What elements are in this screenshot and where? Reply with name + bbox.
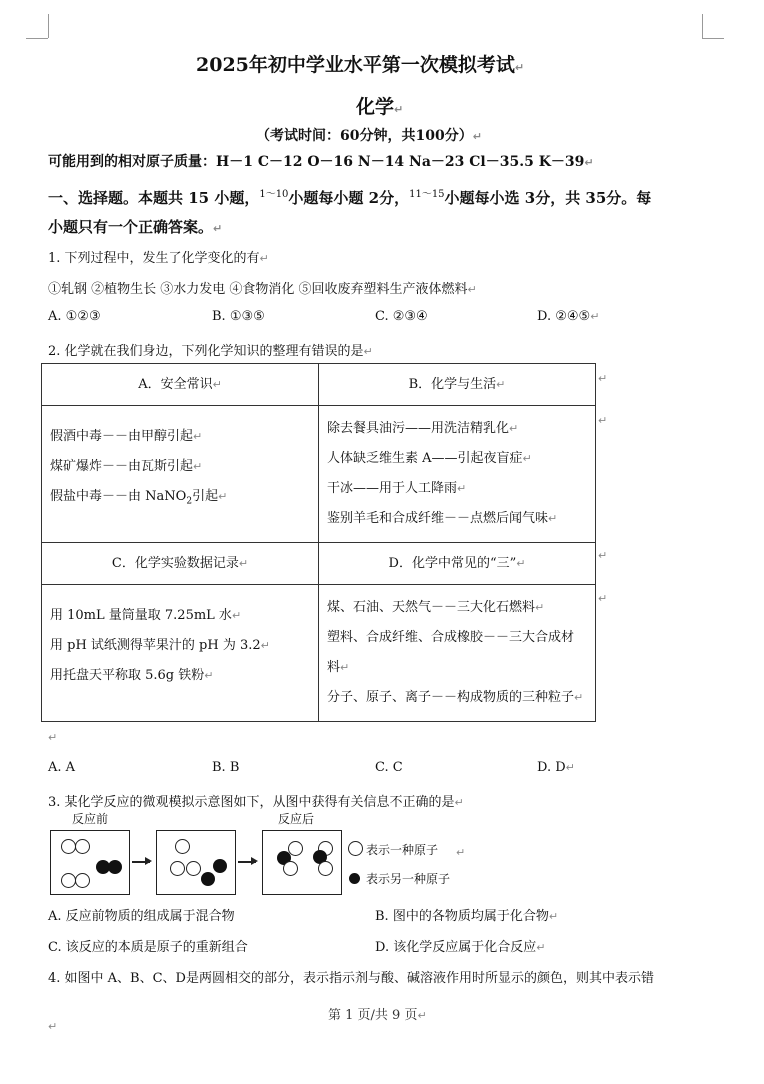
- q2-d-line3: 料↵: [327, 660, 350, 675]
- q2-d-line4: 分子、原子、离子－－构成物质的三种粒子↵: [327, 690, 584, 705]
- q1-option-c: C. ②③④: [375, 309, 428, 324]
- q3-stem: 3. 某化学反应的微观模拟示意图如下，从图中获得有关信息不正确的是↵: [48, 795, 464, 810]
- q1-stem: 1. 下列过程中，发生了化学变化的有↵: [48, 251, 269, 266]
- q1-option-a: A. ①②③: [48, 309, 101, 324]
- empty-paragraph: ↵: [48, 1020, 58, 1033]
- row-end-mark: ↵: [598, 414, 608, 427]
- q3-option-c: C. 该反应的本质是原子的重新组合: [48, 940, 248, 955]
- white-atom: [186, 861, 201, 876]
- q3-option-d: D. 该化学反应属于化合反应↵: [375, 940, 546, 955]
- q2-b-line4: 鉴别羊毛和合成纤维－－点燃后闻气味↵: [327, 511, 558, 526]
- q2-c-line2: 用 pH 试纸测得苹果汁的 pH 为 3.2↵: [50, 638, 270, 653]
- q2-c-line1: 用 10mL 量筒量取 7.25mL 水↵: [50, 608, 242, 623]
- after-box: [262, 830, 342, 895]
- q3-option-b: B. 图中的各物质均属于化合物↵: [375, 909, 559, 924]
- row-end-mark: ↵: [598, 372, 608, 385]
- black-atom: [108, 860, 122, 874]
- q2-d-line2: 塑料、合成纤维、合成橡胶－－三大合成材: [327, 630, 575, 645]
- q2-b-line3: 干冰——用于人工降雨↵: [327, 481, 467, 496]
- q2-cell-a: [42, 406, 318, 525]
- section1-heading: 一、选择题。本题共 15 小题，$^{1\sim 10}$小题每小题 2分，$^{11\sim 15}$小题每小选 3分，共 35分。每: [48, 189, 652, 207]
- crop-mark-tr-v: [702, 14, 703, 38]
- q3-option-a: A. 反应前物质的组成属于混合物: [48, 909, 235, 924]
- white-atom: [175, 839, 190, 854]
- legend-white-label: 表示一种原子: [366, 843, 439, 857]
- q2-b-line1: 除去餐具油污——用洗洁精乳化↵: [327, 421, 519, 436]
- q2-cell-b: [319, 406, 595, 542]
- q1-option-d: D. ②④⑤↵: [537, 309, 600, 324]
- q2-option-c: C. C: [375, 760, 403, 775]
- crop-mark-tr-h: [702, 38, 724, 39]
- reaction-diagram: [48, 810, 468, 900]
- q2-cell-c: [42, 585, 318, 699]
- white-atom: [170, 861, 185, 876]
- exam-subject: 化学↵: [356, 96, 404, 118]
- q2-table: [41, 363, 596, 722]
- q2-c-line3: 用托盘天平称取 5.6g 铁粉↵: [50, 668, 214, 683]
- q2-option-d: D. D↵: [537, 760, 575, 775]
- white-atom: [318, 861, 333, 876]
- white-atom: [61, 839, 76, 854]
- crop-mark-tl-h: [26, 38, 48, 39]
- q2-cell-d: [319, 585, 595, 721]
- crop-mark-tl-v: [48, 14, 49, 38]
- q2-d-line1: 煤、石油、天然气－－三大化石燃料↵: [327, 600, 545, 615]
- before-box: [50, 830, 130, 895]
- row-end-mark: ↵: [598, 549, 608, 562]
- q2-option-b: B. B: [212, 760, 240, 775]
- row-end-mark: ↵: [598, 592, 608, 605]
- white-atom: [288, 841, 303, 856]
- q2-stem: 2. 化学就在我们身边，下列化学知识的整理有错误的是↵: [48, 344, 373, 359]
- white-atom: [75, 873, 90, 888]
- middle-box: [156, 830, 236, 895]
- q1-items: ①轧钢 ②植物生长 ③水力发电 ④食物消化 ⑤回收废弃塑料生产液体燃料↵: [48, 282, 477, 297]
- q2-a-line2: 煤矿爆炸－－由瓦斯引起↵: [50, 459, 203, 474]
- white-atom: [283, 861, 298, 876]
- after-label: 反应后: [278, 812, 315, 826]
- legend-para-mark: ↵: [456, 846, 466, 859]
- q1-option-b: B. ①③⑤: [212, 309, 265, 324]
- q2-head-d: D．化学中常见的“三”↵: [388, 556, 526, 571]
- q2-b-line2: 人体缺乏维生素 A——引起夜盲症↵: [327, 451, 532, 466]
- q4-stem: 4. 如图中 A、B、C、D是两圆相交的部分，表示指示剂与酸、碱溶液作用时所显示的颜色，则其中表示错: [48, 971, 654, 986]
- q2-head-b: B．化学与生活↵: [408, 377, 506, 392]
- reaction-arrow: [132, 861, 150, 863]
- legend-black-atom: [349, 873, 360, 884]
- q2-a-line3: 假盐中毒－－由 NaNO$_2$引起↵: [50, 489, 228, 507]
- q2-head-a: A．安全常识↵: [138, 377, 222, 392]
- black-atom: [201, 872, 215, 886]
- page-footer: 第 1 页/共 9 页↵: [328, 1008, 427, 1023]
- q2-head-c: C．化学实验数据记录↵: [111, 556, 249, 571]
- exam-time-info: （考试时间：60分钟，共100分）↵: [256, 128, 482, 144]
- black-atom: [213, 859, 227, 873]
- atomic-masses: 可能用到的相对原子质量：H－1 C－12 O－16 N－14 Na－23 Cl－35.5 K－39↵: [48, 154, 594, 170]
- before-label: 反应前: [72, 812, 109, 826]
- exam-title: 2025年初中学业水平第一次模拟考试↵: [196, 54, 525, 76]
- empty-paragraph: ↵: [48, 731, 58, 744]
- white-atom: [75, 839, 90, 854]
- white-atom: [61, 873, 76, 888]
- q2-a-line1: 假酒中毒－－由甲醇引起↵: [50, 429, 203, 444]
- reaction-arrow: [238, 861, 256, 863]
- legend-black-label: 表示另一种原子: [366, 872, 451, 886]
- section1-heading-line2: 小题只有一个正确答案。↵: [48, 218, 223, 236]
- q2-option-a: A. A: [48, 760, 76, 775]
- legend-white-atom: [348, 841, 363, 856]
